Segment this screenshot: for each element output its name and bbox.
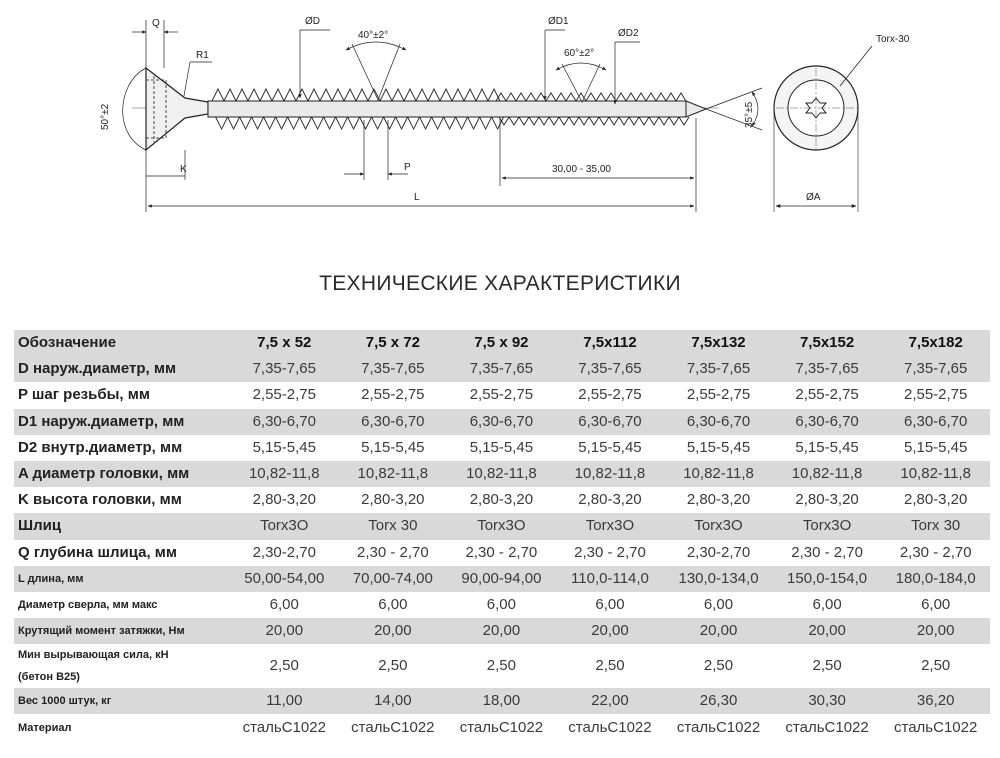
table-cell: 18,00 — [482, 692, 521, 710]
table-cell: 10,82-11,8 — [466, 465, 537, 483]
table-cell: стальC1022 — [351, 718, 435, 736]
dim-label-angle-60: 60°±2° — [564, 48, 595, 59]
table-cell: 2,55-2,75 — [686, 386, 751, 404]
table-cell: 5,15-5,45 — [686, 438, 751, 456]
table-cell: 2,50 — [378, 657, 408, 675]
table-cell: 10,82-11,8 — [791, 465, 863, 483]
table-cell: 2,30 - 2,70 — [356, 543, 429, 561]
dim-label-k: K — [180, 164, 187, 175]
row-label-line: Мин вырывающая сила, кН — [18, 649, 169, 662]
table-cell: стальC1022 — [894, 718, 978, 736]
table-cell: 6,00 — [269, 595, 299, 613]
table-cell: Torx3O — [585, 517, 635, 535]
row-label: Материал — [18, 721, 72, 734]
table-cell: 10,82-11,8 — [357, 465, 429, 483]
table-cell: 2,55-2,75 — [903, 386, 968, 404]
table-cell: 2,55-2,75 — [578, 386, 642, 404]
header-column: 7,5x112 — [583, 334, 637, 352]
table-cell: 6,00 — [703, 595, 734, 613]
row-label — [14, 644, 230, 688]
row-label: K высота головки, мм — [18, 491, 182, 509]
table-cell: 130,0-134,0 — [678, 569, 759, 587]
table-cell: 7,35-7,65 — [903, 360, 968, 378]
table-cell: стальC1022 — [459, 718, 544, 736]
table-cell: 36,20 — [916, 692, 955, 710]
table-cell: 20,00 — [808, 622, 846, 640]
dim-label-r1: R1 — [196, 50, 209, 61]
table-cell: 10,82-11,8 — [574, 465, 646, 483]
table-cell: 2,55-2,75 — [252, 386, 316, 404]
table-row — [14, 644, 990, 688]
dim-label-torx: Torx-30 — [876, 34, 910, 45]
table-row — [14, 566, 990, 592]
table-cell: 2,30 - 2,70 — [465, 543, 538, 561]
table-cell: 20,00 — [374, 622, 412, 640]
table-cell: 2,80-3,20 — [252, 491, 316, 509]
table-cell: 6,00 — [378, 595, 408, 613]
row-label: P шаг резьбы, мм — [18, 386, 150, 404]
table-cell: 10,82-11,8 — [900, 465, 971, 483]
header-column: 7,5 x 92 — [474, 334, 529, 352]
table-cell: 6,30-6,70 — [795, 412, 859, 430]
specs-table-body — [14, 356, 990, 740]
table-row — [14, 688, 990, 714]
row-label: A диаметр головки, мм — [18, 465, 190, 483]
table-cell: 2,80-3,20 — [578, 491, 642, 509]
dim-label-p: P — [404, 162, 411, 173]
table-cell: 180,0-184,0 — [895, 569, 976, 587]
table-cell: 2,30 - 2,70 — [574, 543, 646, 561]
table-cell: стальC1022 — [568, 718, 652, 736]
table-cell: 7,35-7,65 — [252, 360, 316, 378]
table-cell: 2,30 - 2,70 — [899, 543, 972, 561]
table-cell: 2,55-2,75 — [361, 386, 425, 404]
table-cell: 2,50 — [921, 657, 951, 675]
header-column: 7,5x132 — [691, 334, 746, 352]
table-cell: 2,30 - 2,70 — [791, 543, 863, 561]
row-label: D наруж.диаметр, мм — [18, 360, 177, 378]
dim-label-d: ØD — [305, 16, 320, 27]
dim-label-d2: ØD2 — [618, 28, 639, 39]
table-cell: 6,00 — [595, 595, 625, 613]
header-column: 7,5x182 — [908, 334, 963, 352]
table-cell: 2,30-2,70 — [252, 543, 316, 561]
table-cell: 30,30 — [808, 692, 846, 710]
row-label: Диаметр сверла, мм макс — [18, 598, 158, 611]
table-row — [14, 461, 990, 487]
dim-label-angle-35: 35°±5 — [744, 101, 755, 128]
table-cell: 6,00 — [486, 595, 516, 613]
table-row — [14, 540, 990, 566]
screw-technical-drawing — [0, 0, 1000, 225]
table-cell: 7,35-7,65 — [795, 360, 859, 378]
table-row — [14, 382, 990, 408]
table-cell: 2,55-2,75 — [795, 386, 859, 404]
table-cell: Torx3O — [477, 517, 526, 535]
table-cell: 20,00 — [916, 622, 955, 640]
row-label: Вес 1000 штук, кг — [18, 695, 112, 708]
table-cell: 2,30-2,70 — [686, 543, 751, 561]
header-label: Обозначение — [18, 334, 117, 352]
row-label-line: (бетон B25) — [18, 671, 80, 684]
table-row — [14, 435, 990, 461]
table-cell: 70,00-74,00 — [352, 569, 433, 587]
table-cell: 11,00 — [266, 692, 303, 710]
table-cell: 5,15-5,45 — [469, 438, 534, 456]
table-cell: 20,00 — [591, 622, 629, 640]
header-column: 7,5 x 72 — [365, 334, 420, 352]
screw-top-view — [774, 46, 872, 212]
table-cell: 2,80-3,20 — [686, 491, 751, 509]
table-cell: Torx3O — [260, 517, 309, 535]
table-cell: 20,00 — [699, 622, 738, 640]
row-label: Крутящий момент затяжки, Нм — [18, 625, 185, 638]
table-cell: 5,15-5,45 — [903, 438, 968, 456]
dim-label-a: ØA — [806, 192, 821, 203]
table-cell: 6,00 — [921, 595, 951, 613]
table-cell: 20,00 — [265, 622, 304, 640]
table-cell: 20,00 — [482, 622, 521, 640]
table-cell: 2,55-2,75 — [469, 386, 534, 404]
table-cell: Torx 30 — [911, 517, 961, 535]
table-cell: 2,80-3,20 — [469, 491, 534, 509]
table-cell: 110,0-114,0 — [571, 569, 649, 587]
header-column: 7,5 x 52 — [257, 334, 312, 352]
table-cell: 7,35-7,65 — [578, 360, 642, 378]
table-cell: стальC1022 — [242, 718, 326, 736]
specs-table — [14, 330, 990, 741]
table-cell: 5,15-5,45 — [361, 438, 425, 456]
row-label: D2 внутр.диаметр, мм — [18, 438, 183, 456]
table-cell: стальC1022 — [676, 718, 761, 736]
page-title: ТЕХНИЧЕСКИЕ ХАРАКТЕРИСТИКИ — [319, 272, 681, 295]
table-cell: 6,30-6,70 — [252, 412, 316, 430]
table-row — [14, 487, 990, 513]
row-label: Q глубина шлица, мм — [18, 543, 177, 561]
table-cell: 2,50 — [703, 657, 734, 675]
table-cell: 10,82-11,8 — [683, 465, 754, 483]
table-cell: 2,50 — [486, 657, 516, 675]
dim-label-tip-length: 30,00 - 35,00 — [552, 164, 611, 175]
table-cell: 7,35-7,65 — [686, 360, 751, 378]
table-cell: 26,30 — [699, 692, 738, 710]
table-cell: 22,00 — [591, 692, 629, 710]
table-cell: 2,80-3,20 — [361, 491, 425, 509]
table-cell: 50,00-54,00 — [244, 569, 325, 587]
dim-label-d1: ØD1 — [548, 16, 569, 27]
table-header-row — [14, 330, 990, 356]
table-row — [14, 714, 990, 740]
table-cell: 6,30-6,70 — [686, 412, 751, 430]
row-label: L длина, мм — [18, 572, 84, 585]
table-cell: Torx3O — [694, 517, 743, 535]
table-cell: 5,15-5,45 — [578, 438, 642, 456]
dim-label-angle-40: 40°±2° — [358, 30, 389, 41]
table-row — [14, 409, 990, 435]
screw-head — [123, 68, 208, 150]
table-cell: 5,15-5,45 — [252, 438, 316, 456]
table-row — [14, 592, 990, 618]
table-cell: 6,30-6,70 — [361, 412, 425, 430]
table-cell: 10,82-11,8 — [248, 465, 320, 483]
table-cell: 90,00-94,00 — [461, 569, 542, 587]
table-cell: 5,15-5,45 — [795, 438, 859, 456]
table-cell: 6,30-6,70 — [578, 412, 642, 430]
table-row — [14, 356, 990, 382]
table-cell: 6,00 — [812, 595, 842, 613]
table-cell: 7,35-7,65 — [469, 360, 534, 378]
table-row — [14, 513, 990, 539]
table-cell: 2,80-3,20 — [795, 491, 859, 509]
table-cell: 14,00 — [374, 692, 412, 710]
table-cell: 2,80-3,20 — [903, 491, 968, 509]
dim-label-l: L — [414, 192, 420, 203]
table-cell: Torx3O — [802, 517, 852, 535]
table-cell: стальC1022 — [785, 718, 869, 736]
table-row — [14, 618, 990, 644]
table-cell: 6,30-6,70 — [469, 412, 534, 430]
table-cell: 2,50 — [269, 657, 299, 675]
table-cell: 7,35-7,65 — [361, 360, 425, 378]
row-label: Шлиц — [18, 517, 62, 535]
header-column: 7,5x152 — [799, 334, 855, 352]
row-label: D1 наруж.диаметр, мм — [18, 412, 185, 430]
dim-label-angle-50: 50°±2 — [100, 103, 111, 130]
screw-shank — [208, 101, 706, 117]
table-cell: Torx 30 — [368, 517, 418, 535]
table-cell: 2,50 — [812, 657, 842, 675]
table-cell: 6,30-6,70 — [903, 412, 968, 430]
table-cell: 2,50 — [595, 657, 625, 675]
table-cell: 150,0-154,0 — [787, 569, 868, 587]
dim-label-q: Q — [152, 18, 160, 29]
